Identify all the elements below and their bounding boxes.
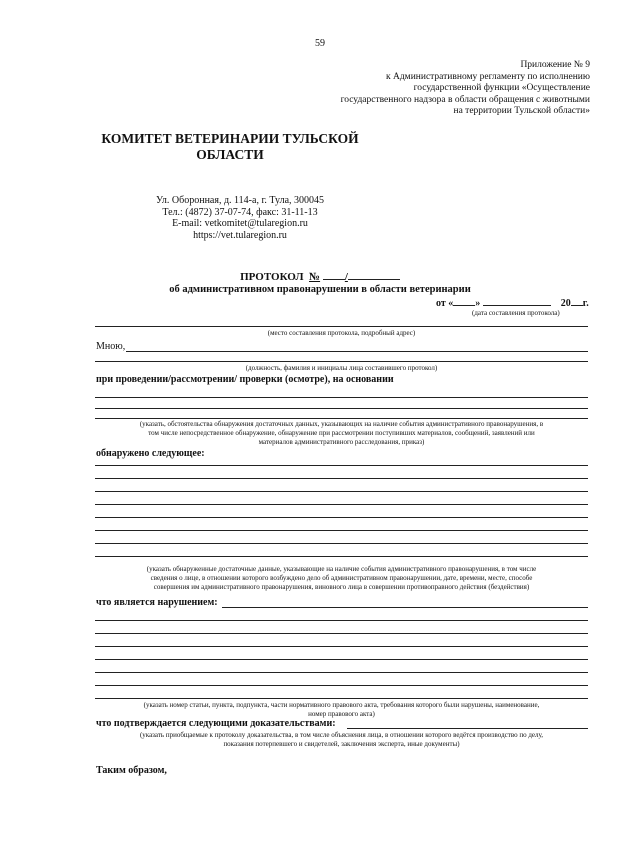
organization-name <box>100 131 360 163</box>
found-line[interactable] <box>95 491 588 492</box>
found-line[interactable] <box>95 504 588 505</box>
by-me-label: Мною, <box>96 341 126 352</box>
grounds-line[interactable] <box>95 408 588 409</box>
thus-label: Таким образом, <box>96 765 167 776</box>
found-line[interactable] <box>95 556 588 557</box>
organization-line: КОМИТЕТ ВЕТЕРИНАРИИ ТУЛЬСКОЙ <box>101 131 359 146</box>
date-mid: » <box>475 298 481 309</box>
violation-line[interactable] <box>95 672 588 673</box>
violation-hint-line: (указать номер статьи, пункта, подпункта, части нормативного правового акта, требования которого были нарушены, наименование, <box>143 701 540 709</box>
protocol-number-sep: / <box>344 271 348 283</box>
date-month-field[interactable] <box>483 296 551 306</box>
evidence-line[interactable] <box>347 728 588 729</box>
violation-line[interactable] <box>95 646 588 647</box>
position-hint: (должность, фамилия и инициалы лица составившего протокол) <box>245 364 438 372</box>
grounds-label: при проведении/рассмотрении/ проверки (осмотре), на основании <box>96 374 394 385</box>
grounds-hint-line: том числе непосредственное обнаружение, обнаружение при рассмотрении поступивших материалов, сообщений, заявлений или <box>148 429 535 437</box>
organization-address <box>140 195 340 241</box>
violation-label: что является нарушением: <box>96 597 218 608</box>
violation-line[interactable] <box>222 607 588 608</box>
date-hint: (дата составления протокола) <box>472 309 560 317</box>
evidence-label: что подтверждается следующими доказательствами: <box>96 718 336 729</box>
grounds-line[interactable] <box>95 397 588 398</box>
annex-line: к Административному регламенту по исполнению <box>386 71 590 82</box>
date-year-field[interactable] <box>571 296 583 306</box>
violation-line[interactable] <box>95 698 588 699</box>
address-site: https://vet.tularegion.ru <box>193 229 287 241</box>
organization-line: ОБЛАСТИ <box>196 147 264 162</box>
found-label: обнаружено следующее: <box>96 448 205 459</box>
page-number: 59 <box>315 38 325 49</box>
annex-line: государственного надзора в области обращения с животными <box>340 94 590 105</box>
date-prefix: от « <box>436 298 454 309</box>
evidence-hint <box>90 731 593 749</box>
address-street: Ул. Оборонная, д. 114-а, г. Тула, 300045 <box>155 195 325 206</box>
grounds-hint <box>90 420 593 447</box>
found-hint <box>90 565 593 592</box>
annex-line: Приложение № 9 <box>520 60 590 70</box>
position-line[interactable] <box>95 361 588 362</box>
violation-hint-line: номер правового акта) <box>308 710 375 718</box>
annex-line: государственной функции «Осуществление <box>413 83 590 94</box>
place-line[interactable] <box>95 326 588 327</box>
year-prefix: 20 <box>560 298 571 309</box>
found-line[interactable] <box>95 478 588 479</box>
grounds-hint-line: (указать, обстоятельства обнаружения достаточных данных, указывающих на наличие события административного правонарушения, в <box>139 420 544 428</box>
by-me-line[interactable] <box>126 351 588 352</box>
protocol-title <box>0 270 640 283</box>
violation-line[interactable] <box>95 659 588 660</box>
evidence-hint-line: (указать приобщаемые к протоколу доказательства, в том числе объяснения лица, в отношении которого ведётся производство по делу, <box>139 731 544 739</box>
protocol-number-sign: № <box>309 271 321 283</box>
grounds-hint-line: материалов административного расследования, приказ) <box>258 438 425 446</box>
found-line[interactable] <box>95 465 588 466</box>
date-day-field[interactable] <box>453 296 475 306</box>
protocol-number-field[interactable] <box>323 270 345 280</box>
annex-line: на территории Тульской области» <box>453 106 590 117</box>
year-suffix: г. <box>582 298 589 309</box>
address-phone: Тел.: (4872) 37-07-74, факс: 31-11-13 <box>162 206 318 218</box>
found-hint-line: сведения о лице, в отношении которого возбуждено дело об административном правонарушении, дате, времени, месте, способе <box>150 574 533 582</box>
protocol-date <box>436 296 589 309</box>
grounds-line[interactable] <box>95 418 588 419</box>
protocol-title-prefix: ПРОТОКОЛ <box>240 271 304 283</box>
violation-hint <box>90 701 593 719</box>
violation-line[interactable] <box>95 685 588 686</box>
annex-block <box>270 60 590 118</box>
found-hint-line: (указать обнаруженные достаточные данные, указывающие на наличие события административного правонарушения, в том числе <box>146 565 537 573</box>
protocol-subtitle: об административном правонарушении в области ветеринарии <box>169 284 471 295</box>
address-email: E-mail: vetkomitet@tularegion.ru <box>172 218 308 230</box>
violation-line[interactable] <box>95 620 588 621</box>
place-hint: (место составления протокола, подробный адрес) <box>267 329 416 337</box>
evidence-hint-line: показания потерпевшего и свидетелей, заключения эксперта, иные документы) <box>223 740 460 748</box>
violation-line[interactable] <box>95 633 588 634</box>
found-line[interactable] <box>95 530 588 531</box>
found-hint-line: совершения им административного правонарушения, виновного лица в совершении противоправного действия (бездействия) <box>153 583 530 591</box>
protocol-number-field-2[interactable] <box>348 270 400 280</box>
found-line[interactable] <box>95 517 588 518</box>
found-line[interactable] <box>95 543 588 544</box>
